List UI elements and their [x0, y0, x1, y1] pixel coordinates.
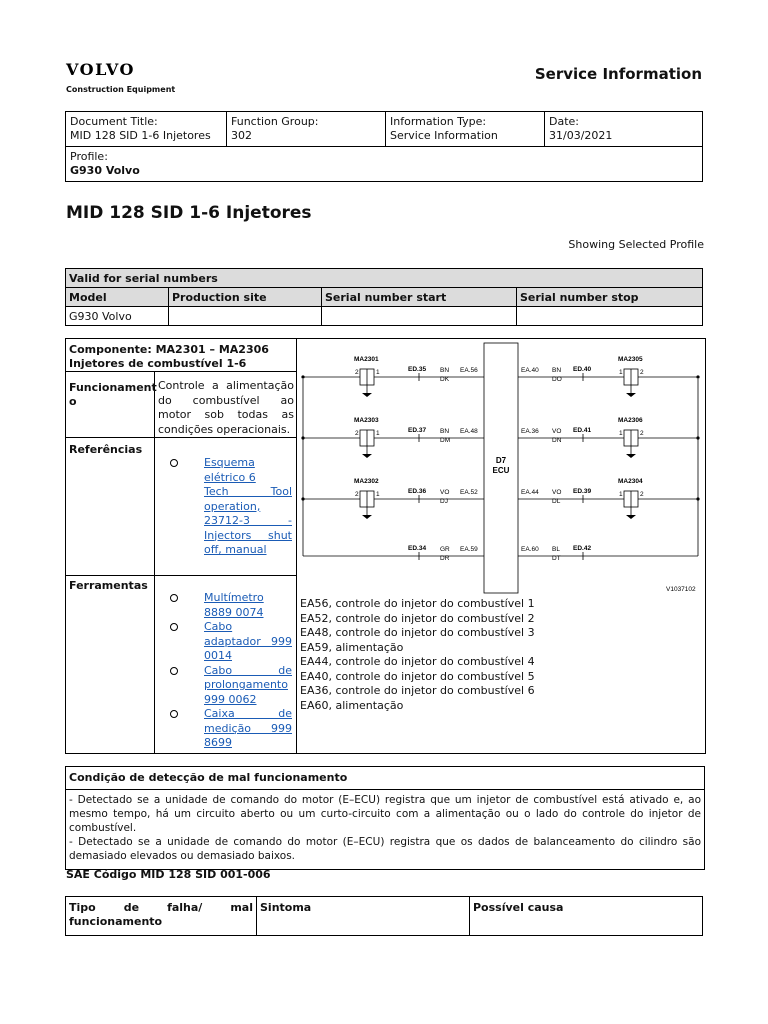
ecu-pin-label: EA.36: [521, 428, 539, 435]
pin-number: 1: [619, 430, 623, 437]
profile-value: G930 Volvo: [70, 164, 140, 177]
wire-color: DT: [552, 555, 561, 562]
date-label: Date:: [549, 115, 579, 128]
component-section: [65, 338, 706, 754]
injector-wiring-diagram: [298, 341, 703, 597]
doc-title-label: Document Title:: [70, 115, 158, 128]
wire-color: DO: [552, 376, 562, 383]
injector-label-ma2304: MA2304: [618, 478, 643, 485]
bullet-icon: [170, 594, 178, 602]
fault-header-cause: Possível causa: [470, 897, 703, 936]
fault-header-type: Tipo de falha/ mal funcionamento: [66, 897, 257, 936]
detection-condition-section: [65, 766, 705, 870]
ecu-label-d7: D7: [495, 456, 507, 465]
injector-label-ma2301: MA2301: [354, 356, 379, 363]
function-text: Controle a alimentação do combustível ao motor sob todas as condições operacionais.: [158, 379, 294, 436]
reference-item: [166, 456, 292, 485]
connector-label-ed39: ED.39: [573, 488, 592, 495]
serial-caption: Valid for serial numbers: [66, 269, 703, 288]
injector-label-ma2306: MA2306: [618, 417, 643, 424]
document-info-table: [65, 111, 703, 182]
tool-item: [166, 620, 292, 664]
connector-label-ed35: ED.35: [408, 366, 427, 373]
doc-title-value: MID 128 SID 1-6 Injetores: [70, 129, 211, 142]
function-label-1: Funcionament: [69, 381, 157, 394]
injector-label-ma2305: MA2305: [618, 356, 643, 363]
pin-description-list: [300, 597, 535, 713]
serial-number-table: [65, 268, 703, 326]
injector-label-ma2302: MA2302: [354, 478, 379, 485]
component-title: [66, 339, 296, 372]
pin-description: EA52, controle do injetor do combustível 2: [300, 611, 535, 625]
wire-color: DL: [552, 498, 561, 505]
fault-header-symptom: Sintoma: [257, 897, 470, 936]
pin-number: 2: [355, 430, 359, 437]
pin-number: 2: [640, 369, 644, 376]
condition-paragraph: - Detectado se a unidade de comando do motor (E–ECU) registra que os dados de balanceamento do cilindro são demasiado elevados ou demasiado baixos.: [69, 836, 701, 862]
serial-header-start: Serial number start: [322, 288, 517, 307]
connector-label-ed40: ED.40: [573, 366, 592, 373]
condition-paragraph: - Detectado se a unidade de comando do motor (E–ECU) registra que um injetor de combustível está ativado e, ao mesmo tempo, há um circuito aberto ou um curto-circuito com a alimentação ou o lado do controle do injetor de combustível.: [69, 794, 701, 834]
date-cell: [545, 112, 703, 147]
pin-description: EA48, controle do injetor do combustível 3: [300, 626, 535, 639]
bullet-icon: [170, 623, 178, 631]
references-label: Referências: [69, 443, 143, 456]
wire-color: DJ: [440, 498, 448, 505]
function-group-label: Function Group:: [231, 115, 319, 128]
serial-header-model: Model: [66, 288, 169, 307]
profile-label: Profile:: [70, 150, 108, 163]
wire-color: BL: [552, 546, 560, 553]
sae-code-heading: SAE Código MID 128 SID 001-006: [66, 868, 271, 881]
reference-link-schematic[interactable]: Esquema elétrico 6: [204, 456, 256, 484]
references-list: [166, 456, 292, 558]
ecu-pin-label: EA.60: [521, 546, 539, 553]
volvo-logo: VOLVO: [66, 60, 135, 79]
connector-label-ed37: ED.37: [408, 427, 427, 434]
pin-description: EA36, controle do injetor do combustível 6: [300, 684, 535, 697]
ecu-pin-label: EA.52: [460, 489, 478, 496]
info-type-label: Information Type:: [390, 115, 487, 128]
component-title-line1: Componente: MA2301 – MA2306: [69, 343, 269, 356]
pin-number: 1: [376, 369, 380, 376]
ecu-pin-label: EA.56: [460, 367, 478, 374]
injector-label-ma2303: MA2303: [354, 417, 379, 424]
logo-subtitle: Construction Equipment: [66, 85, 176, 94]
ecu-pin-label: EA.44: [521, 489, 539, 496]
doc-title-cell: [66, 112, 227, 147]
bullet-icon: [170, 710, 178, 718]
pin-number: 1: [376, 430, 380, 437]
wire-color: DN: [552, 437, 562, 444]
pin-number: 2: [640, 491, 644, 498]
wire-color: BN: [440, 428, 450, 435]
serial-header-site: Production site: [169, 288, 322, 307]
pin-number: 2: [355, 369, 359, 376]
reference-item: [166, 485, 292, 558]
function-group-value: 302: [231, 129, 252, 142]
pin-description: EA44, controle do injetor do combustível 4: [300, 655, 535, 668]
page-title: MID 128 SID 1-6 Injetores: [66, 203, 312, 223]
wire-color: VO: [552, 489, 562, 496]
tool-item: [166, 591, 292, 620]
pin-number: 1: [619, 369, 623, 376]
wire-color: GR: [440, 546, 450, 553]
ecu-pin-label: EA.59: [460, 546, 478, 553]
date-value: 31/03/2021: [549, 129, 613, 142]
wire-color: VO: [440, 489, 450, 496]
component-title-line2: Injetores de combustível 1-6: [69, 357, 247, 370]
divider: [66, 437, 296, 438]
serial-cell-stop: [517, 307, 703, 326]
info-type-cell: [386, 112, 545, 147]
tool-link-extension-cable[interactable]: Cabo de prolongamento 999 0062: [204, 663, 292, 706]
serial-cell-model: G930 Volvo: [66, 307, 169, 326]
pin-description: EA56, controle do injetor do combustível 1: [300, 597, 535, 610]
serial-header-stop: Serial number stop: [517, 288, 703, 307]
wire-color: DM: [440, 437, 451, 444]
detection-condition-body: [66, 790, 704, 869]
ecu-label-ecu: ECU: [492, 466, 510, 475]
tools-list: [166, 591, 292, 751]
fault-table: [65, 896, 703, 936]
pin-number: 1: [619, 491, 623, 498]
tool-item: [166, 664, 292, 708]
tool-item: [166, 707, 292, 751]
wire-color: BN: [552, 367, 562, 374]
pin-number: 1: [376, 491, 380, 498]
profile-note: Showing Selected Profile: [568, 238, 704, 251]
tool-link-adapter-cable[interactable]: Cabo adaptador 999 0014: [204, 620, 292, 662]
bullet-icon: [170, 459, 178, 467]
profile-cell: [66, 147, 703, 182]
figure-id: V1037102: [666, 586, 696, 593]
connector-label-ed41: ED.41: [573, 427, 592, 434]
ecu-pin-label: EA.48: [460, 428, 478, 435]
pin-description: EA59, alimentação: [300, 640, 404, 654]
detection-condition-heading: Condição de detecção de mal funcionamento: [66, 767, 704, 790]
wire-color: BN: [440, 367, 450, 374]
serial-cell-site: [169, 307, 322, 326]
tool-link-multimeter[interactable]: Multímetro 8889 0074: [204, 591, 264, 619]
pin-description: EA40, controle do injetor do combustível 5: [300, 669, 535, 683]
ecu-pin-label: EA.40: [521, 367, 539, 374]
wire-color: DK: [440, 376, 450, 383]
reference-link-tech-tool[interactable]: Tech Tool operation, 23712-3 - Injectors shut off, manual: [204, 485, 292, 556]
connector-label-ed36: ED.36: [408, 488, 427, 495]
connector-label-ed34: ED.34: [408, 545, 427, 552]
pin-description: EA60, alimentação: [300, 698, 404, 712]
function-group-cell: [227, 112, 386, 147]
component-label-column: [66, 339, 155, 753]
info-type-value: Service Information: [390, 129, 498, 142]
service-information-title: Service Information: [534, 65, 702, 83]
wire-color: DR: [440, 555, 450, 562]
pin-number: 2: [355, 491, 359, 498]
wire-color: VO: [552, 428, 562, 435]
connector-label-ed42: ED.42: [573, 545, 592, 552]
pin-number: 2: [640, 430, 644, 437]
function-label-2: o: [69, 395, 77, 408]
tools-label: Ferramentas: [69, 579, 148, 592]
divider: [66, 575, 296, 576]
bullet-icon: [170, 667, 178, 675]
tool-link-measuring-box[interactable]: Caixa de medição 999 8699: [204, 707, 292, 749]
serial-cell-start: [322, 307, 517, 326]
